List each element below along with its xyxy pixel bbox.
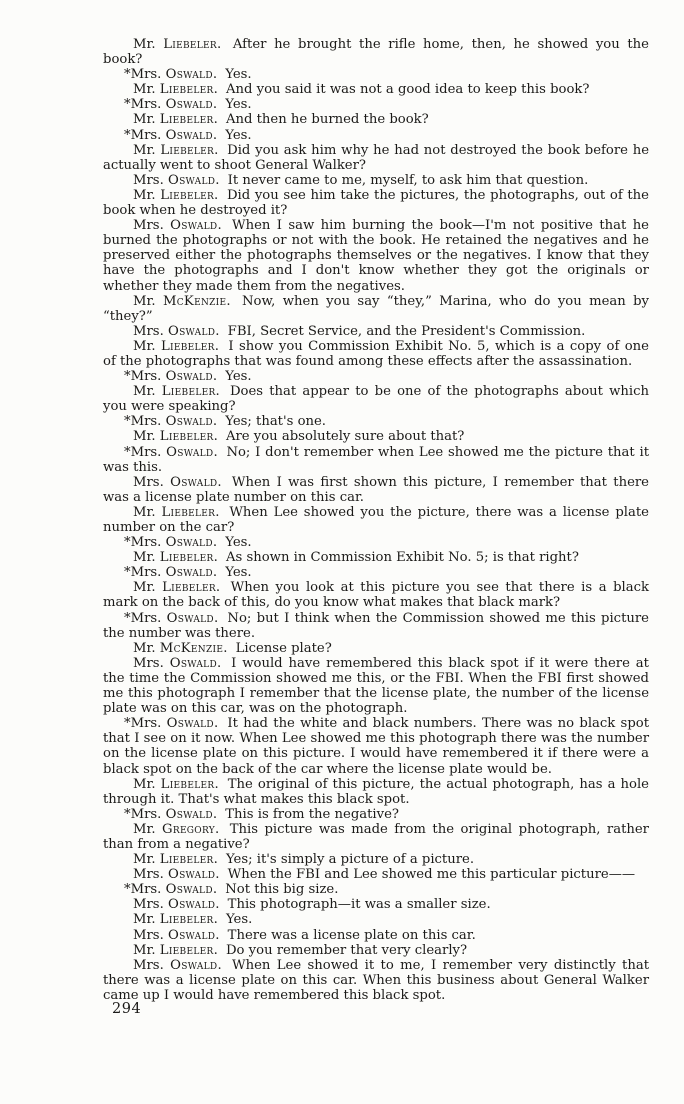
- speaker-label: Mr. Gregory.: [133, 821, 220, 837]
- footnote-star: *: [124, 882, 131, 898]
- speaker-label: *Mrs. Oswald.: [124, 97, 218, 113]
- speaker-label: Mrs. Oswald.: [133, 218, 222, 234]
- speaker-label: *Mrs. Oswald.: [124, 67, 218, 83]
- utterance-text: License plate?: [235, 640, 332, 656]
- utterance-text: This is from the negative?: [225, 806, 399, 822]
- utterance-text: When I saw him burning the book—I'm not positive that he burned the photographs or not with the book. He retained the negatives and he preserved either the photographs themselves or the negatives. I know that they have the photographs and I don't know whether they got the originals or whether they made them from the negatives.: [103, 218, 649, 294]
- speaker-name: Oswald: [165, 127, 213, 143]
- speaker-name: Oswald: [170, 218, 218, 234]
- speaker-label: Mrs. Oswald.: [133, 927, 220, 943]
- speaker-label: *Mrs. Oswald.: [124, 127, 218, 143]
- speaker-label: *Mrs. Oswald.: [124, 369, 218, 385]
- utterance-text: And then he burned the book?: [225, 112, 429, 128]
- transcript-paragraph: [103, 565, 649, 580]
- speaker-name: McKenzie: [159, 640, 224, 656]
- speaker-title: Mr.: [133, 82, 156, 98]
- speaker-name: Oswald: [165, 565, 213, 581]
- speaker-name: Liebeler: [159, 942, 214, 958]
- transcript-paragraph: [103, 188, 649, 218]
- transcript-paragraph: [103, 128, 649, 143]
- speaker-title: Mr.: [133, 852, 156, 868]
- speaker-name: Oswald: [165, 369, 213, 385]
- speaker-label: Mr. Liebeler.: [133, 82, 218, 98]
- speaker-title: Mr.: [133, 293, 156, 309]
- speaker-label: Mr. McKenzie.: [133, 293, 231, 309]
- transcript-paragraph: [103, 294, 649, 324]
- speaker-title: Mr.: [133, 338, 156, 354]
- speaker-label: *Mrs. Oswald.: [124, 716, 219, 732]
- transcript-paragraph: [103, 777, 649, 807]
- transcript-paragraph: [103, 928, 649, 943]
- speaker-label: *Mrs. Oswald.: [124, 444, 218, 460]
- speaker-title: Mrs.: [130, 369, 162, 385]
- footnote-star: *: [124, 369, 131, 385]
- speaker-name: Oswald: [170, 957, 218, 973]
- utterance-text: When the FBI and Lee showed me this particular picture——: [227, 867, 636, 883]
- transcript-paragraph: [103, 173, 649, 188]
- transcript-paragraph: [103, 912, 649, 927]
- footnote-star: *: [124, 565, 131, 581]
- utterance-text: Yes; that's one.: [225, 414, 326, 430]
- speaker-label: Mrs. Oswald.: [133, 655, 222, 671]
- utterance-text: Yes.: [225, 565, 252, 581]
- transcript-paragraph: [103, 897, 649, 912]
- utterance-text: This photograph—it was a smaller size.: [227, 897, 491, 913]
- speaker-name: Liebeler: [159, 429, 214, 445]
- speaker-name: Liebeler: [159, 912, 214, 928]
- speaker-title: Mr.: [133, 187, 156, 203]
- footnote-star: *: [124, 127, 131, 143]
- speaker-title: Mrs.: [130, 716, 162, 732]
- speaker-name: Oswald: [167, 867, 216, 883]
- speaker-name: Liebeler: [160, 776, 215, 792]
- speaker-title: Mr.: [133, 821, 156, 837]
- footnote-star: *: [124, 444, 131, 460]
- speaker-title: Mrs.: [133, 172, 164, 188]
- transcript-paragraph: [103, 550, 649, 565]
- speaker-name: Liebeler: [159, 112, 214, 128]
- utterance-text: There was a license plate on this car.: [227, 927, 476, 943]
- transcript-paragraph: [103, 37, 649, 67]
- speaker-name: Liebeler: [161, 384, 216, 400]
- speaker-label: Mrs. Oswald.: [133, 867, 220, 883]
- speaker-label: *Mrs. Oswald.: [124, 806, 218, 822]
- speaker-title: Mrs.: [130, 882, 162, 898]
- speaker-label: *Mrs. Oswald.: [124, 882, 218, 898]
- utterance-text: Are you absolutely sure about that?: [225, 429, 465, 445]
- speaker-title: Mr.: [133, 550, 156, 566]
- utterance-text: Yes.: [225, 912, 253, 928]
- utterance-text: It never came to me, myself, to ask him that question.: [227, 172, 589, 188]
- speaker-name: Oswald: [165, 97, 213, 113]
- footnote-star: *: [124, 414, 131, 430]
- utterance-text: Yes.: [225, 97, 252, 113]
- transcript-paragraph: [103, 384, 649, 414]
- speaker-title: Mrs.: [130, 535, 162, 551]
- transcript-paragraph: [103, 143, 649, 173]
- speaker-name: Liebeler: [159, 550, 214, 566]
- speaker-title: Mrs.: [133, 474, 164, 490]
- speaker-label: Mr. Liebeler.: [133, 504, 220, 520]
- speaker-name: Oswald: [165, 535, 213, 551]
- speaker-title: Mrs.: [130, 414, 162, 430]
- transcript-paragraph: [103, 943, 649, 958]
- speaker-name: Oswald: [166, 716, 214, 732]
- speaker-label: Mr. Liebeler.: [133, 142, 219, 158]
- speaker-title: Mr.: [133, 384, 156, 400]
- speaker-title: Mrs.: [133, 218, 164, 234]
- utterance-text: It had the white and black numbers. There was no black spot that I see on it now. When Lee showed me this photograph there was the number on the license plate on this picture. I would have remembered it if there were a black spot on the back of the car where the license plate would be.: [103, 716, 649, 777]
- footnote-star: *: [124, 716, 131, 732]
- speaker-label: Mr. Liebeler.: [133, 580, 221, 596]
- speaker-label: Mr. Liebeler.: [133, 550, 218, 566]
- speaker-label: Mr. Liebeler.: [133, 942, 218, 958]
- speaker-title: Mrs.: [133, 323, 164, 339]
- transcript-paragraph: [103, 112, 649, 127]
- transcript-paragraph: [103, 324, 649, 339]
- speaker-name: Oswald: [165, 67, 213, 83]
- utterance-text: Yes.: [225, 535, 252, 551]
- speaker-name: Oswald: [165, 414, 213, 430]
- footnote-star: *: [124, 97, 131, 113]
- speaker-title: Mrs.: [130, 97, 162, 113]
- transcript-paragraph: [103, 580, 649, 610]
- speaker-label: Mr. Liebeler.: [133, 338, 219, 354]
- speaker-label: Mr. McKenzie.: [133, 640, 228, 656]
- speaker-title: Mrs.: [130, 444, 162, 460]
- utterance-text: Yes.: [225, 67, 252, 83]
- utterance-text: Now, when you say “they,” Marina, who do you mean by “they?”: [103, 293, 649, 324]
- utterance-text: I would have remembered this black spot if it were there at the time the Commission showed me this, or the FBI. When the FBI first showed me this photograph I remember that the license plate, the number of the license plate was on this car, was on the photograph.: [103, 655, 649, 717]
- speaker-name: Oswald: [167, 927, 216, 943]
- transcript-paragraph: [103, 822, 649, 852]
- speaker-label: Mr. Liebeler.: [133, 384, 220, 400]
- transcript-paragraph: [103, 429, 649, 444]
- speaker-name: Liebeler: [163, 37, 217, 52]
- speaker-title: Mr.: [133, 640, 156, 656]
- transcript-paragraph: [103, 641, 649, 656]
- speaker-name: Liebeler: [161, 504, 216, 520]
- utterance-text: As shown in Commission Exhibit No. 5; is that right?: [225, 550, 579, 566]
- utterance-text: Do you remember that very clearly?: [225, 942, 468, 958]
- utterance-text: Yes; it's simply a picture of a picture.: [225, 852, 475, 868]
- utterance-text: Yes.: [225, 127, 252, 143]
- speaker-title: Mrs.: [130, 806, 162, 822]
- speaker-title: Mr.: [133, 504, 156, 520]
- speaker-name: Oswald: [167, 323, 216, 339]
- utterance-text: Does that appear to be one of the photographs about which you were speaking?: [103, 384, 649, 415]
- speaker-name: Liebeler: [160, 187, 215, 203]
- transcript-paragraph: [103, 475, 649, 505]
- speaker-name: Oswald: [166, 610, 214, 626]
- utterance-text: This picture was made from the original photograph, rather than from a negative?: [103, 821, 649, 852]
- utterance-text: Did you ask him why he had not destroyed the book before he actually went to shoot General Walker?: [103, 142, 649, 173]
- utterance-text: And you said it was not a good idea to keep this book?: [225, 82, 590, 98]
- speaker-title: Mrs.: [130, 127, 162, 143]
- transcript-paragraph: [103, 369, 649, 384]
- speaker-label: *Mrs. Oswald.: [124, 610, 219, 626]
- speaker-label: *Mrs. Oswald.: [124, 565, 218, 581]
- transcript-paragraph: [103, 716, 649, 776]
- speaker-name: McKenzie: [162, 293, 227, 309]
- utterance-text: Did you see him take the pictures, the photographs, out of the book when he destroyed it?: [103, 187, 649, 219]
- transcript-paragraph: [103, 505, 649, 535]
- utterance-text: After he brought the rifle home, then, he showed you the book?: [103, 37, 649, 68]
- speaker-label: Mr. Liebeler.: [133, 852, 218, 868]
- speaker-title: Mrs.: [133, 655, 164, 671]
- footnote-star: *: [124, 535, 131, 551]
- speaker-title: Mr.: [133, 942, 156, 958]
- footnote-star: *: [124, 610, 131, 626]
- transcript-paragraph: [103, 656, 649, 716]
- speaker-label: Mrs. Oswald.: [133, 323, 220, 339]
- utterance-text: FBI, Secret Service, and the President's Commission.: [227, 323, 586, 339]
- utterance-text: No; I don't remember when Lee showed me the picture that it was this.: [103, 444, 649, 475]
- speaker-title: Mrs.: [133, 897, 164, 913]
- transcript-paragraph: [103, 414, 649, 429]
- speaker-title: Mrs.: [130, 610, 162, 626]
- speaker-title: Mr.: [133, 912, 156, 928]
- utterance-text: When you look at this picture you see that there is a black mark on the back of this, do you know what makes that black mark?: [103, 580, 649, 611]
- speaker-label: Mr. Liebeler.: [133, 112, 218, 128]
- speaker-label: *Mrs. Oswald.: [124, 535, 218, 551]
- speaker-title: Mr.: [133, 112, 156, 128]
- transcript-paragraph: [103, 82, 649, 97]
- speaker-title: Mr.: [133, 37, 156, 52]
- speaker-name: Oswald: [167, 897, 216, 913]
- speaker-name: Liebeler: [162, 580, 216, 596]
- speaker-title: Mrs.: [133, 867, 164, 883]
- speaker-name: Liebeler: [160, 338, 215, 354]
- speaker-label: Mr. Liebeler.: [133, 429, 218, 445]
- utterance-text: When I was first shown this picture, I remember that there was a license plate number on this car.: [103, 474, 649, 505]
- transcript-paragraph: [103, 67, 649, 82]
- speaker-label: Mrs. Oswald.: [133, 172, 220, 188]
- transcript-paragraph: [103, 535, 649, 550]
- transcript-paragraph: [103, 852, 649, 867]
- page-number: 294: [112, 1001, 142, 1017]
- utterance-text: The original of this picture, the actual photograph, has a hole through it. That's what makes this black spot.: [103, 776, 649, 807]
- speaker-label: Mrs. Oswald.: [133, 897, 220, 913]
- speaker-label: Mrs. Oswald.: [133, 474, 222, 490]
- footnote-star: *: [124, 67, 131, 83]
- speaker-title: Mrs.: [130, 67, 162, 83]
- transcript-body: [103, 37, 649, 1003]
- transcript-paragraph: [103, 958, 649, 1003]
- utterance-text: Yes.: [225, 369, 252, 385]
- speaker-name: Oswald: [166, 444, 214, 460]
- utterance-text: When Lee showed you the picture, there was a license plate number on the car?: [103, 504, 649, 535]
- transcript-paragraph: [103, 339, 649, 369]
- speaker-title: Mrs.: [133, 927, 164, 943]
- utterance-text: I show you Commission Exhibit No. 5, which is a copy of one of the photographs that was found among these effects after the assassination.: [103, 338, 649, 369]
- speaker-title: Mr.: [133, 580, 156, 596]
- speaker-label: Mr. Liebeler.: [133, 776, 219, 792]
- transcript-paragraph: [103, 97, 649, 112]
- speaker-name: Oswald: [165, 882, 213, 898]
- utterance-text: No; but I think when the Commission showed me this picture the number was there.: [103, 610, 649, 641]
- utterance-text: When Lee showed it to me, I remember very distinctly that there was a license plate on this car. When this business about General Walker came up I would have remembered this black spot.: [103, 957, 649, 1003]
- speaker-label: Mr. Liebeler.: [133, 187, 219, 203]
- speaker-title: Mr.: [133, 142, 156, 158]
- transcript-paragraph: [103, 882, 649, 897]
- speaker-label: Mr. Liebeler.: [133, 37, 222, 52]
- speaker-label: Mr. Liebeler.: [133, 912, 218, 928]
- speaker-name: Liebeler: [159, 82, 214, 98]
- speaker-name: Oswald: [167, 172, 216, 188]
- speaker-name: Oswald: [170, 474, 218, 490]
- speaker-label: *Mrs. Oswald.: [124, 414, 218, 430]
- speaker-name: Gregory: [162, 821, 216, 837]
- speaker-title: Mr.: [133, 776, 156, 792]
- speaker-title: Mrs.: [130, 565, 162, 581]
- speaker-title: Mr.: [133, 429, 156, 445]
- speaker-title: Mrs.: [133, 957, 164, 973]
- transcript-paragraph: [103, 867, 649, 882]
- speaker-name: Oswald: [165, 806, 213, 822]
- utterance-text: Not this big size.: [225, 882, 339, 898]
- speaker-name: Liebeler: [160, 142, 215, 158]
- transcript-paragraph: [103, 218, 649, 293]
- transcript-paragraph: [103, 807, 649, 822]
- speaker-name: Oswald: [169, 655, 217, 671]
- transcript-paragraph: [103, 611, 649, 641]
- speaker-name: Liebeler: [159, 852, 214, 868]
- footnote-star: *: [124, 806, 131, 822]
- speaker-label: Mrs. Oswald.: [133, 957, 222, 973]
- transcript-paragraph: [103, 445, 649, 475]
